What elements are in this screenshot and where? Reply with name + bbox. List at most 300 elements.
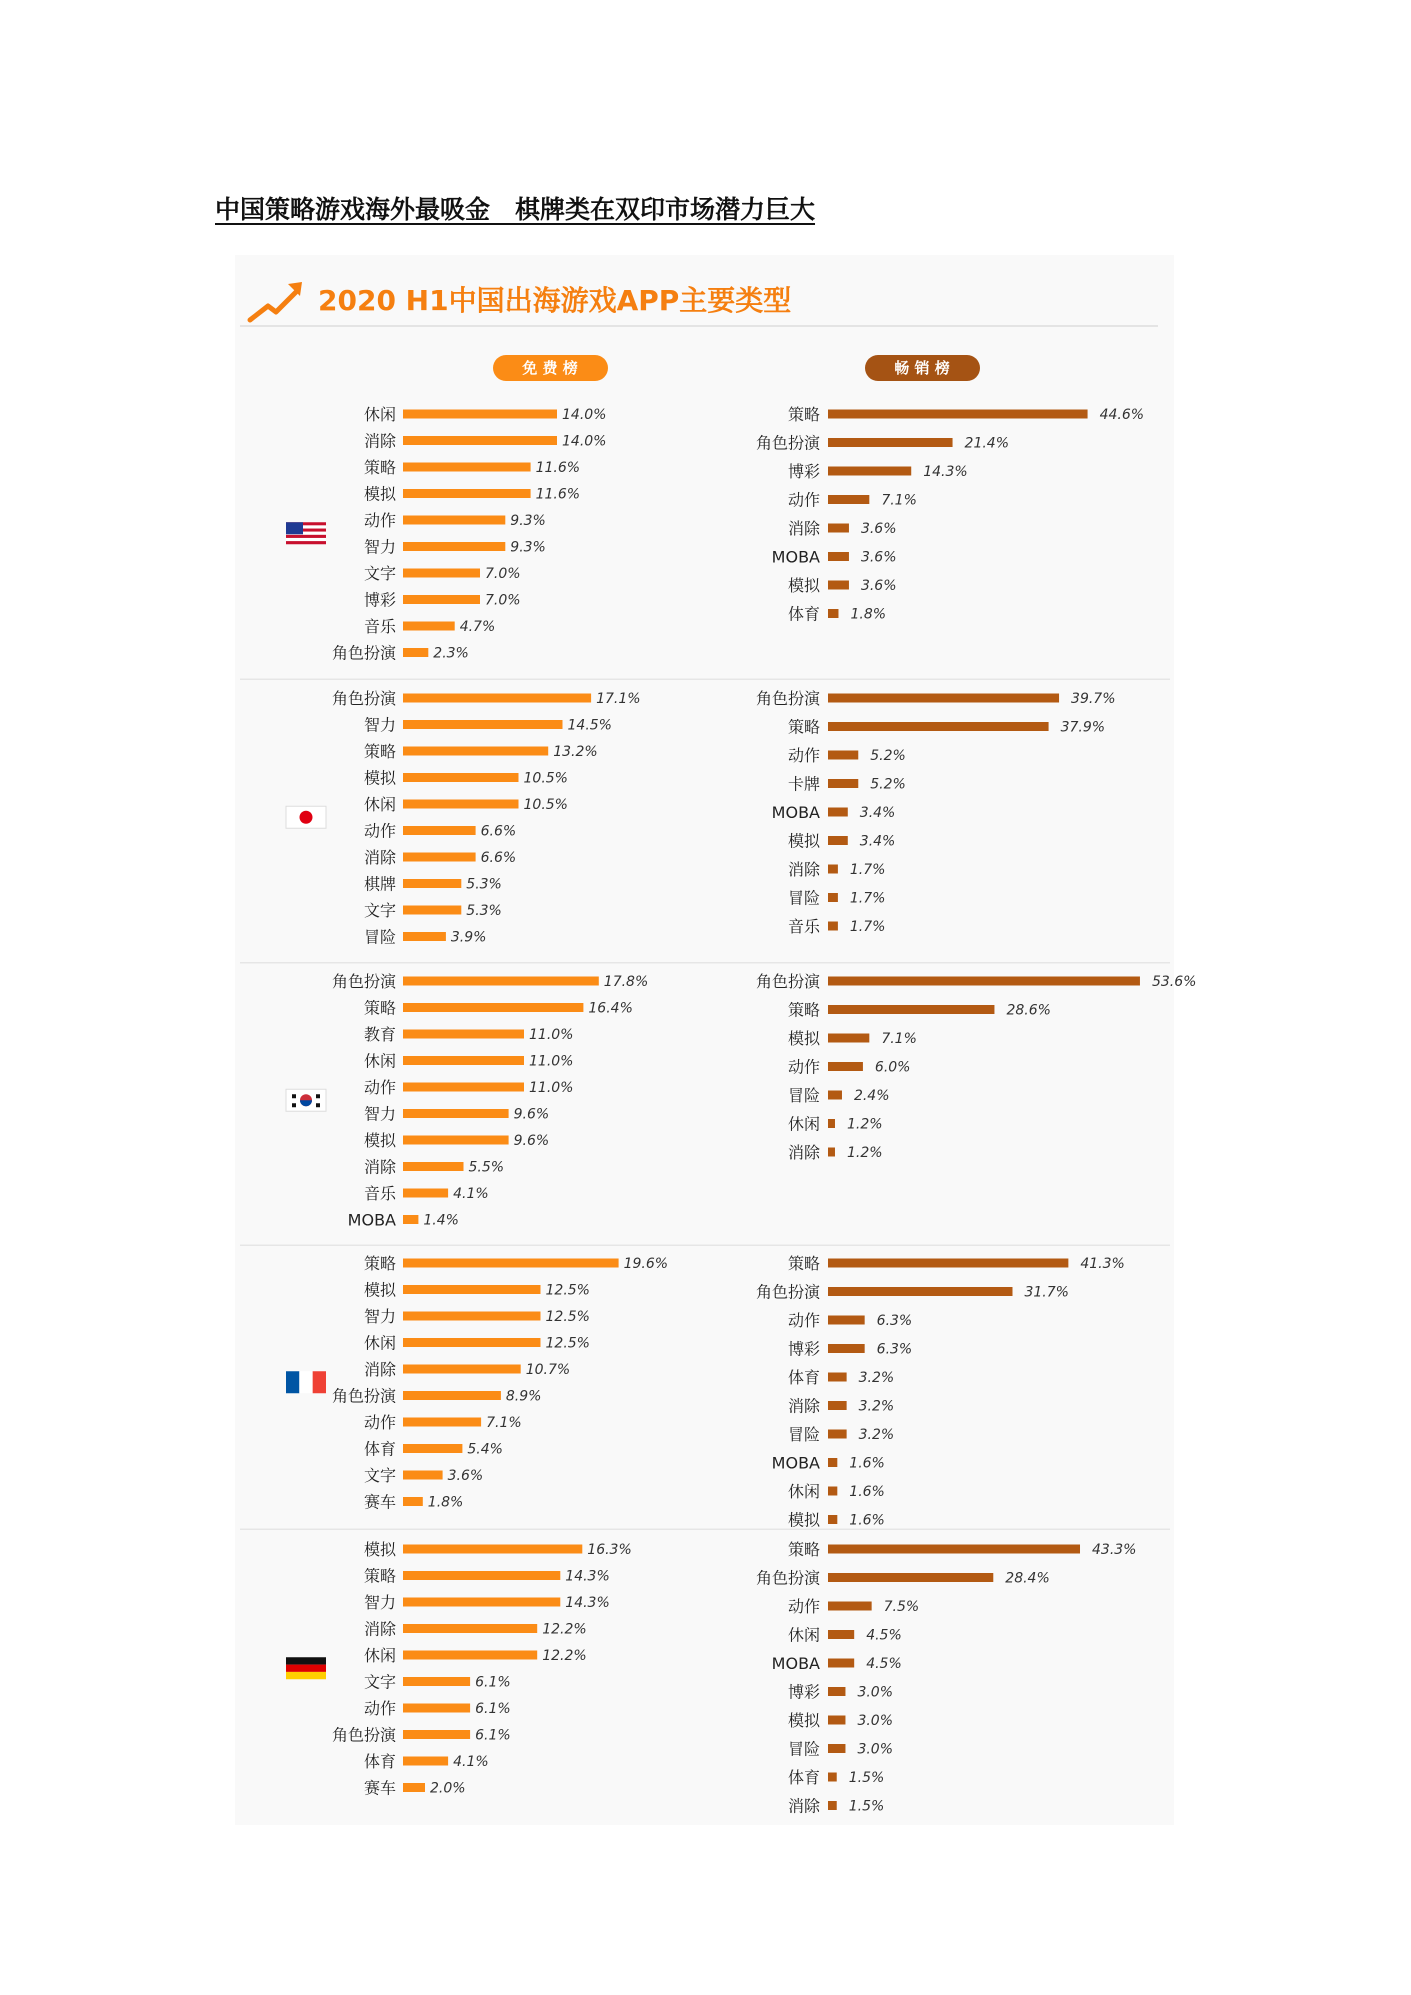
paid-bar — [828, 779, 858, 788]
flag-band-blue — [286, 1371, 299, 1393]
free-category-label: 消除 — [363, 1619, 396, 1639]
free-category-label: 棋牌 — [363, 874, 396, 894]
free-category-label: 模拟 — [363, 1540, 396, 1559]
paid-bar — [828, 1744, 845, 1753]
free-bar — [403, 542, 505, 551]
free-category-label: 消除 — [363, 431, 396, 451]
free-value-label: 5.4% — [467, 1441, 503, 1458]
free-bar — [403, 1704, 470, 1713]
free-bar — [403, 720, 563, 729]
paid-category-label: 冒险 — [787, 1086, 820, 1105]
paid-category-label: 模拟 — [787, 831, 820, 851]
free-value-label: 14.5% — [567, 717, 612, 734]
paid-bar — [828, 1602, 872, 1611]
free-category-label: 动作 — [363, 511, 396, 530]
paid-category-label: 策略 — [787, 1540, 820, 1559]
free-value-label: 17.8% — [603, 974, 649, 990]
free-bar — [403, 1598, 560, 1607]
paid-category-label: 动作 — [787, 1057, 820, 1077]
paid-value-label: 3.2% — [858, 1398, 895, 1415]
paid-value-label: 1.8% — [850, 606, 887, 623]
free-category-label: 教育 — [363, 1025, 396, 1044]
paid-category-label: MOBA — [771, 1654, 820, 1673]
free-category-label: 智力 — [363, 537, 396, 557]
free-bar — [403, 800, 519, 809]
free-value-label: 12.5% — [545, 1282, 590, 1299]
free-value-label: 6.1% — [475, 1701, 511, 1717]
free-bar — [403, 1730, 470, 1739]
paid-value-label: 43.3% — [1092, 1542, 1137, 1558]
paid-bar — [828, 808, 848, 817]
paid-value-label: 4.5% — [866, 1627, 902, 1644]
free-bar — [403, 1083, 524, 1092]
paid-value-label: 1.7% — [849, 890, 886, 907]
free-bar — [403, 1444, 462, 1453]
paid-value-label: 3.6% — [860, 578, 897, 594]
free-bar — [403, 826, 476, 835]
free-bar — [403, 932, 446, 941]
paid-value-label: 1.6% — [849, 1484, 885, 1500]
free-value-label: 8.9% — [505, 1388, 542, 1405]
free-bar — [403, 516, 505, 525]
free-value-label: 7.0% — [485, 566, 521, 582]
free-bar — [403, 1056, 524, 1065]
flag-band-red — [313, 1371, 326, 1393]
free-value-label: 1.8% — [427, 1494, 464, 1511]
free-category-label: 博彩 — [363, 590, 396, 610]
paid-value-label: 21.4% — [964, 435, 1010, 452]
free-category-label: 休闲 — [363, 405, 396, 424]
flag-band-white — [299, 1371, 312, 1393]
free-bar — [403, 1471, 443, 1480]
free-bar — [403, 569, 480, 578]
paid-bar — [828, 1515, 837, 1524]
page-heading: 中国策略游戏海外最吸金 棋牌类在双印市场潜力巨大 — [215, 195, 816, 224]
free-category-label: 模拟 — [363, 768, 396, 788]
paid-value-label: 14.3% — [923, 464, 968, 480]
free-category-label: 策略 — [363, 1566, 396, 1586]
paid-value-label: 3.2% — [858, 1370, 895, 1386]
paid-bar — [828, 1005, 994, 1014]
free-value-label: 9.6% — [513, 1133, 550, 1149]
free-bar — [403, 463, 531, 472]
free-value-label: 4.1% — [453, 1186, 489, 1202]
free-bar — [403, 1757, 448, 1766]
paid-category-label: 策略 — [787, 717, 820, 737]
paid-bar — [828, 1401, 847, 1410]
paid-bar — [828, 467, 911, 476]
paid-bar — [828, 722, 1049, 731]
paid-value-label: 53.6% — [1151, 974, 1197, 990]
paid-bar — [828, 1373, 847, 1382]
free-category-label: 角色扮演 — [331, 1725, 396, 1745]
paid-value-label: 3.0% — [857, 1713, 894, 1729]
free-value-label: 9.6% — [513, 1106, 550, 1123]
paid-bar — [828, 438, 953, 447]
chart-title: 2020 H1中国出海游戏APP主要类型 — [318, 284, 792, 317]
paid-category-label: 角色扮演 — [755, 1568, 820, 1588]
flag-us-icon — [286, 522, 326, 544]
free-value-label: 7.0% — [485, 592, 521, 609]
paid-bar — [828, 977, 1140, 986]
free-category-label: 动作 — [363, 1699, 396, 1718]
free-category-label: 模拟 — [363, 1131, 396, 1150]
paid-value-label: 7.1% — [881, 492, 917, 509]
free-value-label: 16.4% — [588, 1000, 633, 1017]
paid-value-label: 1.2% — [846, 1145, 883, 1161]
paid-value-label: 7.5% — [883, 1599, 920, 1615]
paid-bar — [828, 1344, 865, 1353]
free-value-label: 4.7% — [459, 619, 496, 635]
paid-bar — [828, 609, 838, 618]
free-category-label: 休闲 — [363, 1051, 396, 1071]
free-value-label: 11.0% — [529, 1027, 574, 1043]
paid-category-label: 模拟 — [787, 1510, 820, 1530]
paid-category-label: 体育 — [787, 1768, 820, 1787]
flag-trigram — [316, 1103, 320, 1107]
flag-trigram — [316, 1094, 320, 1098]
paid-category-label: 消除 — [787, 519, 820, 538]
free-bar — [403, 489, 531, 498]
paid-bar — [828, 1458, 837, 1467]
paid-category-label: 休闲 — [787, 1482, 820, 1501]
paid-category-label: 策略 — [787, 1254, 820, 1273]
paid-category-label: 体育 — [787, 1368, 820, 1387]
free-value-label: 2.3% — [433, 645, 469, 662]
flag-fr-icon — [286, 1371, 326, 1393]
paid-value-label: 6.0% — [874, 1059, 911, 1076]
paid-bar — [828, 1119, 835, 1128]
paid-bar — [828, 751, 858, 760]
paid-value-label: 5.2% — [870, 776, 906, 793]
free-category-label: 策略 — [363, 742, 396, 761]
paid-category-label: 角色扮演 — [755, 433, 820, 453]
free-bar — [403, 622, 455, 631]
paid-bar — [828, 1630, 854, 1639]
free-category-label: 休闲 — [363, 1646, 396, 1665]
free-bar — [403, 1338, 541, 1347]
paid-bar — [828, 1487, 837, 1496]
free-value-label: 3.6% — [447, 1468, 484, 1484]
free-bar — [403, 1003, 583, 1012]
paid-category-label: 休闲 — [787, 1114, 820, 1134]
free-value-label: 9.3% — [510, 513, 546, 529]
paid-category-label: 冒险 — [787, 1425, 820, 1444]
paid-category-label: 博彩 — [787, 462, 820, 481]
free-category-label: 智力 — [363, 1307, 396, 1326]
free-value-label: 19.6% — [623, 1256, 669, 1272]
free-value-label: 9.3% — [510, 539, 546, 556]
free-bar — [403, 1136, 509, 1145]
paid-category-label: 角色扮演 — [755, 689, 820, 708]
paid-bar — [828, 1148, 835, 1157]
free-category-label: 模拟 — [363, 1280, 396, 1300]
free-category-label: 赛车 — [363, 1492, 396, 1512]
free-value-label: 7.1% — [486, 1415, 522, 1431]
free-category-label: 模拟 — [363, 484, 396, 504]
paid-bar — [828, 1034, 869, 1043]
paid-value-label: 6.3% — [876, 1313, 913, 1329]
paid-category-label: 模拟 — [787, 576, 820, 595]
paid-category-label: 模拟 — [787, 1711, 820, 1730]
paid-bar — [828, 1687, 845, 1696]
paid-value-label: 3.2% — [858, 1427, 895, 1443]
free-bar — [403, 410, 557, 419]
free-value-label: 10.5% — [523, 770, 568, 787]
paid-value-label: 1.2% — [846, 1116, 883, 1133]
free-category-label: 动作 — [363, 1078, 396, 1097]
free-category-label: 休闲 — [363, 1333, 396, 1353]
paid-bar — [828, 1316, 865, 1325]
free-bar — [403, 1189, 448, 1198]
paid-value-label: 3.4% — [859, 833, 896, 850]
paid-bar — [828, 552, 849, 561]
free-category-label: 音乐 — [363, 617, 396, 636]
paid-value-label: 1.5% — [848, 1770, 885, 1786]
free-bar — [403, 1215, 418, 1224]
free-category-label: 冒险 — [363, 927, 396, 947]
free-value-label: 12.2% — [542, 1621, 587, 1638]
paid-category-label: 音乐 — [787, 917, 820, 936]
paid-category-label: 冒险 — [787, 1739, 820, 1759]
flag-trigram — [292, 1094, 296, 1098]
free-value-label: 5.3% — [466, 903, 502, 919]
paid-value-label: 37.9% — [1060, 719, 1106, 736]
free-category-label: 文字 — [363, 1672, 396, 1692]
free-bar — [403, 879, 461, 888]
flag-band-black — [286, 1657, 326, 1664]
paid-category-label: 博彩 — [787, 1339, 820, 1359]
paid-value-label: 4.5% — [866, 1656, 902, 1672]
free-category-label: 文字 — [363, 1466, 396, 1485]
paid-bar — [828, 1801, 837, 1810]
free-value-label: 10.5% — [523, 797, 568, 813]
paid-category-label: 博彩 — [787, 1682, 820, 1702]
paid-value-label: 1.7% — [849, 919, 886, 935]
free-value-label: 6.6% — [480, 823, 517, 840]
free-bar — [403, 1418, 481, 1427]
paid-category-label: 策略 — [787, 1000, 820, 1020]
free-value-label: 1.4% — [423, 1212, 459, 1229]
free-value-label: 12.5% — [545, 1309, 590, 1325]
paid-value-label: 44.6% — [1099, 407, 1145, 423]
free-value-label: 5.3% — [466, 876, 502, 893]
paid-bar — [828, 1287, 1012, 1296]
free-bar — [403, 1497, 423, 1506]
paid-bar — [828, 1545, 1080, 1554]
paid-value-label: 28.6% — [1006, 1002, 1051, 1019]
free-value-label: 11.6% — [535, 486, 581, 503]
paid-category-label: 消除 — [787, 1396, 820, 1416]
free-category-label: 智力 — [363, 1593, 396, 1612]
free-bar — [403, 436, 557, 445]
paid-value-label: 39.7% — [1071, 691, 1116, 707]
paid-bar — [828, 694, 1059, 703]
free-category-label: 音乐 — [363, 1184, 396, 1203]
flag-jp-icon — [286, 806, 326, 828]
paid-value-label: 3.6% — [860, 521, 897, 537]
paid-bar — [828, 1430, 847, 1439]
flag-trigram — [292, 1103, 296, 1107]
paid-value-label: 28.4% — [1005, 1570, 1050, 1587]
free-value-label: 17.1% — [596, 691, 641, 707]
free-bar — [403, 747, 548, 756]
free-bar — [403, 595, 480, 604]
free-value-label: 3.9% — [450, 929, 487, 946]
free-category-label: 文字 — [363, 564, 396, 583]
free-bar — [403, 1651, 537, 1660]
paid-bar — [828, 922, 838, 931]
free-bar — [403, 1365, 521, 1374]
free-category-label: 赛车 — [363, 1778, 396, 1798]
flag-canton — [286, 522, 303, 534]
paid-bar — [828, 581, 849, 590]
free-category-label: 策略 — [363, 458, 396, 477]
paid-value-label: 31.7% — [1024, 1284, 1069, 1301]
free-value-label: 14.3% — [565, 1595, 610, 1611]
free-value-label: 2.0% — [430, 1780, 466, 1797]
free-category-label: 体育 — [363, 1752, 396, 1771]
paid-category-label: 冒险 — [787, 888, 820, 908]
free-value-label: 12.5% — [545, 1335, 590, 1352]
free-bar — [403, 1312, 541, 1321]
free-bar — [403, 1545, 582, 1554]
free-bar — [403, 648, 428, 657]
free-bar — [403, 1259, 619, 1268]
paid-category-label: 休闲 — [787, 1625, 820, 1645]
free-value-label: 14.3% — [565, 1568, 610, 1585]
paid-value-label: 7.1% — [881, 1031, 917, 1047]
free-category-label: 策略 — [363, 998, 396, 1018]
free-category-label: 角色扮演 — [331, 972, 396, 991]
free-category-label: 消除 — [363, 1360, 396, 1379]
free-column-label: 免 费 榜 — [522, 359, 578, 377]
free-category-label: 动作 — [363, 1413, 396, 1432]
free-bar — [403, 853, 476, 862]
free-category-label: 智力 — [363, 1104, 396, 1124]
free-value-label: 10.7% — [525, 1362, 571, 1378]
flag-band-gold — [286, 1672, 326, 1679]
free-bar — [403, 1030, 524, 1039]
paid-category-label: 动作 — [787, 490, 820, 510]
free-bar — [403, 977, 599, 986]
free-category-label: 策略 — [363, 1254, 396, 1273]
free-category-label: 角色扮演 — [331, 689, 396, 708]
flag-stripe — [286, 541, 326, 544]
free-bar — [403, 1109, 509, 1118]
paid-value-label: 3.0% — [857, 1684, 894, 1701]
free-value-label: 11.6% — [535, 460, 581, 476]
flag-band-red — [286, 1665, 326, 1672]
flag-stripe — [286, 538, 326, 541]
free-category-label: 动作 — [363, 821, 396, 841]
free-bar — [403, 1624, 537, 1633]
paid-value-label: 3.0% — [857, 1741, 894, 1758]
paid-value-label: 1.5% — [848, 1798, 885, 1815]
free-bar — [403, 773, 519, 782]
free-bar — [403, 1783, 425, 1792]
flag-kr-icon — [286, 1089, 326, 1111]
free-value-label: 12.2% — [542, 1648, 587, 1664]
paid-value-label: 41.3% — [1080, 1256, 1125, 1272]
paid-value-label: 2.4% — [853, 1088, 890, 1104]
flag-sun — [300, 811, 313, 824]
free-bar — [403, 1391, 501, 1400]
free-category-label: 休闲 — [363, 795, 396, 814]
paid-bar — [828, 495, 869, 504]
paid-column-label: 畅 销 榜 — [894, 359, 950, 377]
paid-bar — [828, 410, 1088, 419]
paid-bar — [828, 1773, 837, 1782]
paid-bar — [828, 865, 838, 874]
paid-category-label: MOBA — [771, 803, 820, 822]
paid-bar — [828, 893, 838, 902]
paid-value-label: 5.2% — [870, 748, 906, 764]
paid-value-label: 1.6% — [849, 1455, 885, 1472]
free-bar — [403, 906, 461, 915]
free-value-label: 11.0% — [529, 1053, 574, 1070]
paid-bar — [828, 1573, 993, 1582]
paid-bar — [828, 1091, 842, 1100]
paid-category-label: 消除 — [787, 1143, 820, 1162]
paid-category-label: 消除 — [787, 860, 820, 879]
flag-stripe — [286, 535, 326, 538]
free-bar — [403, 694, 591, 703]
paid-category-label: 模拟 — [787, 1029, 820, 1048]
free-value-label: 6.1% — [475, 1674, 511, 1691]
free-category-label: 角色扮演 — [331, 643, 396, 663]
paid-category-label: 卡牌 — [787, 774, 820, 794]
free-category-label: 消除 — [363, 1157, 396, 1177]
paid-value-label: 1.7% — [849, 862, 886, 878]
paid-category-label: 角色扮演 — [755, 1282, 820, 1302]
paid-category-label: MOBA — [771, 547, 820, 567]
free-value-label: 5.5% — [468, 1159, 505, 1176]
paid-value-label: 3.6% — [860, 549, 897, 566]
free-category-label: 消除 — [363, 848, 396, 867]
paid-category-label: 动作 — [787, 1597, 820, 1616]
free-value-label: 16.3% — [587, 1542, 632, 1558]
free-bar — [403, 1285, 541, 1294]
free-value-label: 6.6% — [480, 850, 517, 866]
free-category-label: 体育 — [363, 1439, 396, 1459]
free-value-label: 14.0% — [562, 407, 607, 423]
free-value-label: 11.0% — [529, 1080, 574, 1096]
paid-value-label: 6.3% — [876, 1341, 913, 1358]
free-category-label: 智力 — [363, 715, 396, 735]
paid-bar — [828, 1716, 845, 1725]
paid-bar — [828, 1259, 1068, 1268]
flag-de-icon — [286, 1657, 326, 1679]
paid-bar — [828, 1062, 863, 1071]
paid-bar — [828, 836, 848, 845]
free-category-label: MOBA — [347, 1210, 396, 1230]
paid-category-label: MOBA — [771, 1453, 820, 1473]
paid-category-label: 角色扮演 — [755, 972, 820, 991]
paid-bar — [828, 1659, 854, 1668]
paid-category-label: 动作 — [787, 746, 820, 765]
paid-bar — [828, 524, 849, 533]
paid-value-label: 3.4% — [859, 805, 896, 821]
paid-category-label: 消除 — [787, 1796, 820, 1816]
free-category-label: 角色扮演 — [331, 1386, 396, 1406]
free-bar — [403, 1571, 560, 1580]
paid-category-label: 动作 — [787, 1311, 820, 1330]
free-category-label: 文字 — [363, 901, 396, 920]
free-bar — [403, 1677, 470, 1686]
paid-category-label: 体育 — [787, 604, 820, 624]
free-value-label: 6.1% — [475, 1727, 511, 1744]
